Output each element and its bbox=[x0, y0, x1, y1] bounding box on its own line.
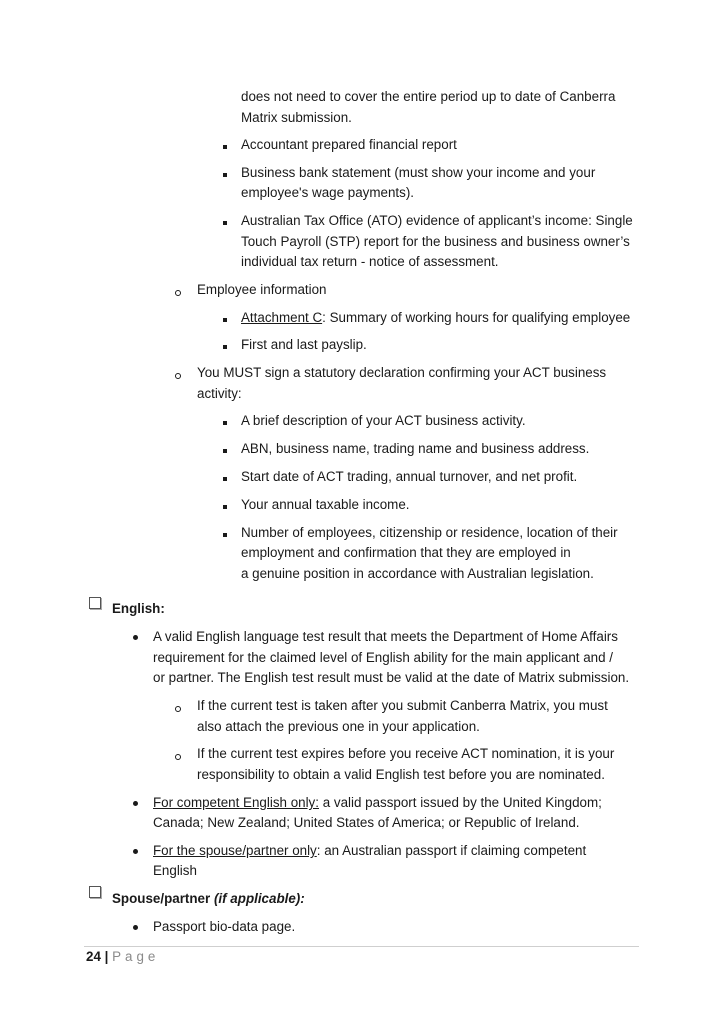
doc-line bbox=[153, 841, 586, 862]
circle-bullet-icon bbox=[175, 373, 181, 379]
doc-line: Touch Payroll (STP) report for the business and business owner’s bbox=[241, 234, 630, 249]
circle-bullet-icon bbox=[175, 290, 181, 296]
circle-bullet-icon bbox=[175, 754, 181, 760]
doc-text-underlined: For the spouse/partner only bbox=[153, 843, 317, 858]
dot-bullet-icon bbox=[133, 635, 138, 640]
square-bullet-icon bbox=[223, 505, 227, 509]
attachment-c-link[interactable]: Attachment C bbox=[241, 310, 323, 325]
doc-line: a genuine position in accordance with Australian legislation. bbox=[241, 566, 594, 581]
doc-line: activity: bbox=[197, 386, 242, 401]
footer-divider bbox=[84, 946, 639, 947]
dot-bullet-icon bbox=[133, 925, 138, 930]
doc-text-underlined: For competent English only: bbox=[153, 795, 319, 810]
doc-line: does not need to cover the entire period up to date of Canberra bbox=[241, 89, 616, 104]
doc-line: If the current test is taken after you submit Canberra Matrix, you must bbox=[197, 698, 608, 713]
doc-line: Accountant prepared financial report bbox=[241, 137, 457, 152]
page-word: Page bbox=[112, 949, 160, 964]
doc-line: Passport bio-data page. bbox=[153, 919, 296, 934]
square-bullet-icon bbox=[223, 345, 227, 349]
doc-line bbox=[153, 793, 602, 814]
footer-separator: | bbox=[100, 949, 113, 964]
doc-line: Canada; New Zealand; United States of America; or Republic of Ireland. bbox=[153, 815, 580, 830]
doc-line: A valid English language test result that meets the Department of Home Affairs bbox=[153, 629, 618, 644]
doc-line: If the current test expires before you receive ACT nomination, it is your bbox=[197, 746, 615, 761]
doc-line: also attach the previous one in your application. bbox=[197, 719, 480, 734]
heading-text-italic: (if applicable): bbox=[213, 891, 305, 906]
section-heading-spouse bbox=[112, 889, 305, 910]
doc-line: A brief description of your ACT business activity. bbox=[241, 413, 526, 428]
doc-line: employment and confirmation that they are employed in bbox=[241, 545, 571, 560]
doc-line: Start date of ACT trading, annual turnover, and net profit. bbox=[241, 469, 578, 484]
square-bullet-icon bbox=[223, 221, 227, 225]
doc-line: You MUST sign a statutory declaration confirming your ACT business bbox=[197, 365, 607, 380]
heading-text: Spouse/partner bbox=[112, 891, 214, 906]
doc-line: ABN, business name, trading name and business address. bbox=[241, 441, 590, 456]
square-bullet-icon bbox=[223, 449, 227, 453]
square-bullet-icon bbox=[223, 533, 227, 537]
doc-line: Number of employees, citizenship or residence, location of their bbox=[241, 525, 618, 540]
doc-line: Your annual taxable income. bbox=[241, 497, 410, 512]
square-bullet-icon bbox=[223, 318, 227, 322]
doc-line: or partner. The English test result must be valid at the date of Matrix submission. bbox=[153, 670, 630, 685]
doc-line bbox=[241, 308, 630, 329]
square-bullet-icon bbox=[223, 421, 227, 425]
square-bullet-icon bbox=[223, 173, 227, 177]
doc-text: a valid passport issued by the United Kingdom; bbox=[318, 795, 602, 810]
doc-text: : an Australian passport if claiming competent bbox=[316, 843, 587, 858]
page-number: 24 bbox=[86, 949, 101, 964]
doc-line: English bbox=[153, 863, 197, 878]
doc-line: Matrix submission. bbox=[241, 110, 352, 125]
circle-bullet-icon bbox=[175, 706, 181, 712]
section-heading-english: English: bbox=[112, 601, 165, 616]
dot-bullet-icon bbox=[133, 849, 138, 854]
doc-line: Employee information bbox=[197, 282, 327, 297]
doc-line: Business bank statement (must show your income and your bbox=[241, 165, 596, 180]
doc-text: : Summary of working hours for qualifying employee bbox=[322, 310, 631, 325]
checkbox-icon bbox=[89, 597, 101, 609]
doc-line: Australian Tax Office (ATO) evidence of applicant’s income: Single bbox=[241, 213, 633, 228]
doc-line: individual tax return - notice of assessment. bbox=[241, 254, 499, 269]
square-bullet-icon bbox=[223, 477, 227, 481]
page-footer bbox=[86, 947, 159, 968]
doc-line: First and last payslip. bbox=[241, 337, 367, 352]
dot-bullet-icon bbox=[133, 801, 138, 806]
checkbox-icon bbox=[89, 886, 101, 898]
doc-line: requirement for the claimed level of English ability for the main applicant and / bbox=[153, 650, 613, 665]
square-bullet-icon bbox=[223, 145, 227, 149]
doc-line: employee's wage payments). bbox=[241, 185, 414, 200]
doc-line: responsibility to obtain a valid English test before you are nominated. bbox=[197, 767, 605, 782]
